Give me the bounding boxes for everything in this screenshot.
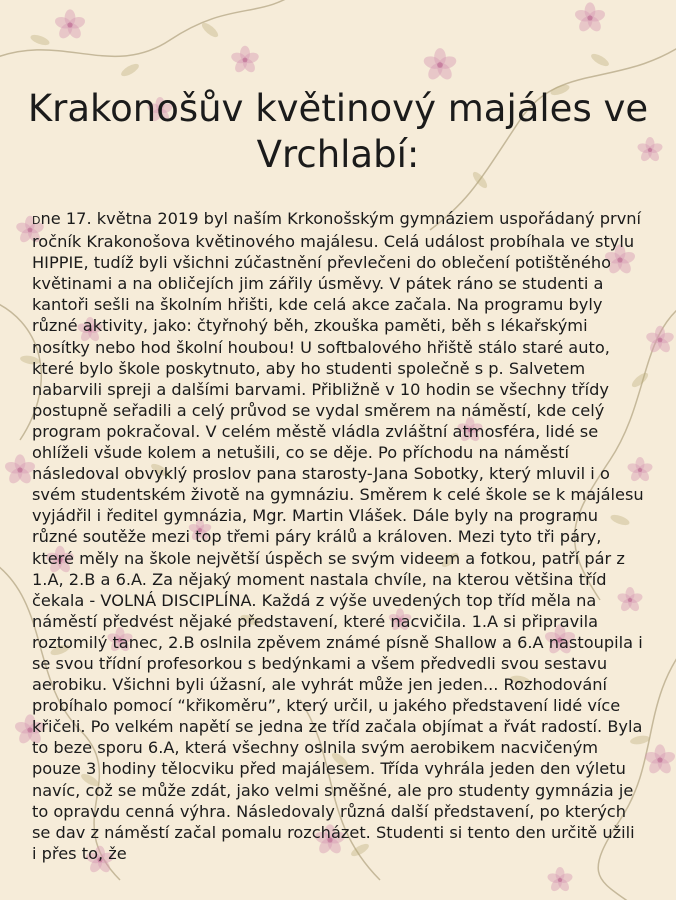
article-body <box>32 208 644 864</box>
drop-cap: D <box>32 214 41 227</box>
article-text: ne 17. května 2019 byl naším Krkonošským gymnáziem uspořádaný první ročník Krakonošova květinového majálesu. Celá událost probíhala ve stylu HIPPIE, tudíž byli všichni zúčastnění převlečeni do oblečení potištěného květinami a na obličejích jim zářily úsměvy. V pátek ráno se studenti a kantoři sešli na školním hřišti, kde celá akce začala. Na programu byly různé aktivity, jako: čtyřnohý běh, zkouška paměti, běh s lékařskými nosítky nebo hod školní houbou! U softbalového hřiště stálo staré auto, které bylo škole poskytnuto, aby ho studenti společně s p. Salvetem nabarvili spreji a dalšími barvami. Přibližně v 10 hodin se všechny třídy postupně seřadili a celý průvod se vydal směrem na náměstí, kde celý program pokračoval. V celém městě vládla zvláštní atmosféra, lidé se ohlíželi všude kolem a netušili, co se děje. Po příchodu na náměstí následoval obvyklý proslov pana starosty-Jana Sobotky, který mluvil i o svém studentském životě na gymnáziu. Směrem k celé škole se k majálesu vyjádřil i ředitel gymnázia, Mgr. Martin Vlášek. Dále byly na programu různé soutěže mezi top třemi páry králů a královen. Mezi tyto tři páry, které měly na škole největší úspěch se svým videem a fotkou, patří pár z 1.A, 2.B a 6.A. Za nějaký moment nastala chvíle, na kterou většina tříd čekala - VOLNÁ DISCIPLÍNA. Každá z výše uvedených top tříd měla na náměstí předvést nějaké představení, které nacvičila. 1.A si připravila roztomilý tanec, 2.B oslnila zpěvem známé písně Shallow a 6.A nastoupila i se svou třídní profesorkou s bedýnkami a všem předvedli svou sestavu aerobiku. Všichni byli úžasní, ale vyhrát může jen jeden... Rozhodování probíhalo pomocí “křikoměru”, který určil, u jakého představení lidé více křičeli. Po velkém napětí se jedna ze tříd začala objímat a řvát radostí. Byla to beze sporu 6.A, která všechny oslnila svým aerobikem nacvičeným pouze 3 hodiny tělocviku před majálesem. Třída vyhrála jeden den výletu navíc, což se může zdát, jako velmi směšné, ale pro studenty gymnázia je to opravdu cenná výhra. Následovaly různá další představení, po kterých se dav z náměstí začal pomalu rozcházet. Studenti si tento den určitě užili i přes to, že <box>32 209 644 863</box>
page-title <box>0 86 676 178</box>
title-line-1: Krakonošův květinový majáles ve <box>27 87 649 130</box>
title-line-2: Vrchlabí: <box>256 133 420 176</box>
